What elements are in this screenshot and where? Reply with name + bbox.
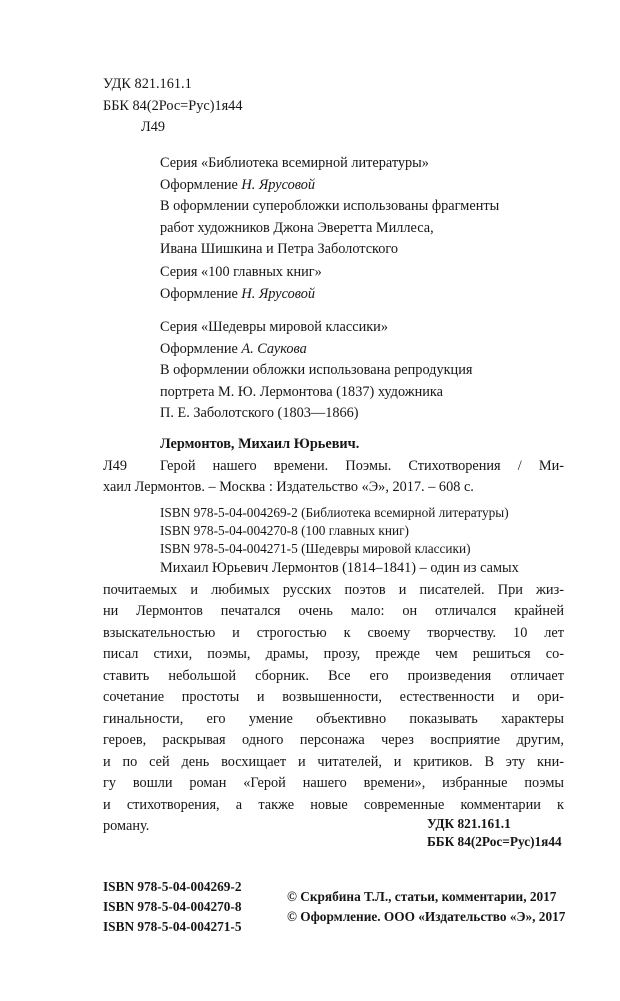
annotation-line: ставить небольшой сборник. Все его произведения отличает [103, 667, 564, 684]
bibliographic-description [160, 456, 564, 478]
designer-name: А. Саукова [241, 340, 307, 357]
isbn-bottom-line: ISBN 978-5-04-004271-5 [103, 919, 242, 934]
copyright-line: © Оформление. ООО «Издательство «Э», 2017 [287, 909, 566, 924]
series-block-1 [160, 153, 499, 261]
isbn-list-bottom [103, 877, 242, 937]
annotation-line: взыскательностью и строгостью к своему творчеству. 10 лет [103, 624, 564, 641]
annotation-line: и стихотворения, а также новые современные комментарии к [103, 796, 564, 813]
copyright-line: © Скрябина Т.Л., статьи, комментарии, 2017 [287, 889, 557, 904]
annotation [103, 558, 564, 838]
bibliographic-description-cont [103, 477, 474, 499]
copyright-block [287, 887, 565, 927]
bib-line: Герой нашего времени. Поэмы. Стихотворения / Ми- [160, 458, 564, 474]
udk-code: УДК 821.161.1 [103, 76, 192, 92]
author-heading: Лермонтов, Михаил Юрьевич. [160, 436, 360, 452]
isbn-bottom-line: ISBN 978-5-04-004270-8 [103, 899, 242, 914]
series-block-2 [160, 262, 322, 305]
isbn-line: ISBN 978-5-04-004269-2 (Библиотека всемирной литературы) [160, 505, 509, 520]
bbk-code-bottom: ББК 84(2Рос=Рус)1я44 [427, 834, 562, 849]
designer-name: Н. Ярусовой [241, 285, 316, 302]
udk-code-bottom: УДК 821.161.1 [427, 816, 511, 831]
isbn-list [160, 504, 509, 558]
series-name: Серия «Библиотека всемирной литературы» [160, 155, 429, 171]
series-name: Серия «Шедевры мировой классики» [160, 319, 388, 335]
bbk-code: ББК 84(2Рос=Рус)1я44 [103, 97, 243, 114]
series-design: Оформление Н. Ярусовой [160, 176, 316, 193]
annotation-line: писал стихи, поэмы, драмы, прозу, прежде чем решиться со- [103, 646, 564, 662]
series-note: Ивана Шишкина и Петра Заболотского [160, 241, 399, 257]
annotation-line: гу вошли роман «Герой нашего времени», избранные поэмы [103, 775, 564, 791]
series-note: портрета М. Ю. Лермонтова (1837) художника [160, 383, 443, 400]
annotation-line: и по сей день восхищает и читателей, и критиков. В эту кни- [103, 753, 564, 770]
annotation-line: сочетание простоты и возвышенности, естественности и ори- [103, 689, 564, 705]
isbn-line: ISBN 978-5-04-004271-5 (Шедевры мировой классики) [160, 541, 471, 556]
series-note: работ художников Джона Эверетта Миллеса, [160, 219, 434, 236]
author-mark-mid: Л49 [103, 458, 127, 474]
annotation-line: ни Лермонтов печатался очень мало: он отличался крайней [103, 603, 564, 619]
series-block-3 [160, 317, 472, 425]
series-note: В оформлении обложки использована репродукция [160, 362, 473, 378]
isbn-bottom-line: ISBN 978-5-04-004269-2 [103, 879, 242, 894]
series-note: В оформлении суперобложки использованы фрагменты [160, 198, 500, 214]
bib-line: хаил Лермонтов. – Москва : Издательство «Э», 2017. – 608 с. [103, 479, 474, 495]
classification-bottom [427, 815, 562, 851]
author-mark: Л49 [141, 119, 165, 135]
series-design: Оформление Н. Ярусовой [160, 285, 316, 302]
annotation-line: почитаемых и любимых русских поэтов и писателей. При жиз- [103, 581, 564, 598]
annotation-line: роману. [103, 818, 150, 834]
series-design: Оформление А. Саукова [160, 340, 307, 357]
isbn-line: ISBN 978-5-04-004270-8 (100 главных книг) [160, 523, 409, 538]
series-note: П. Е. Заболотского (1803—1866) [160, 405, 359, 421]
annotation-line: гинальности, его умение объективно показывать характеры [103, 710, 564, 727]
annotation-line: Михаил Юрьевич Лермонтов (1814–1841) – один из самых [160, 560, 519, 576]
designer-name: Н. Ярусовой [241, 176, 316, 193]
classification-top [103, 74, 242, 139]
series-name: Серия «100 главных книг» [160, 264, 322, 280]
annotation-line: героев, раскрывая одного персонажа через восприятие другим, [103, 732, 564, 748]
